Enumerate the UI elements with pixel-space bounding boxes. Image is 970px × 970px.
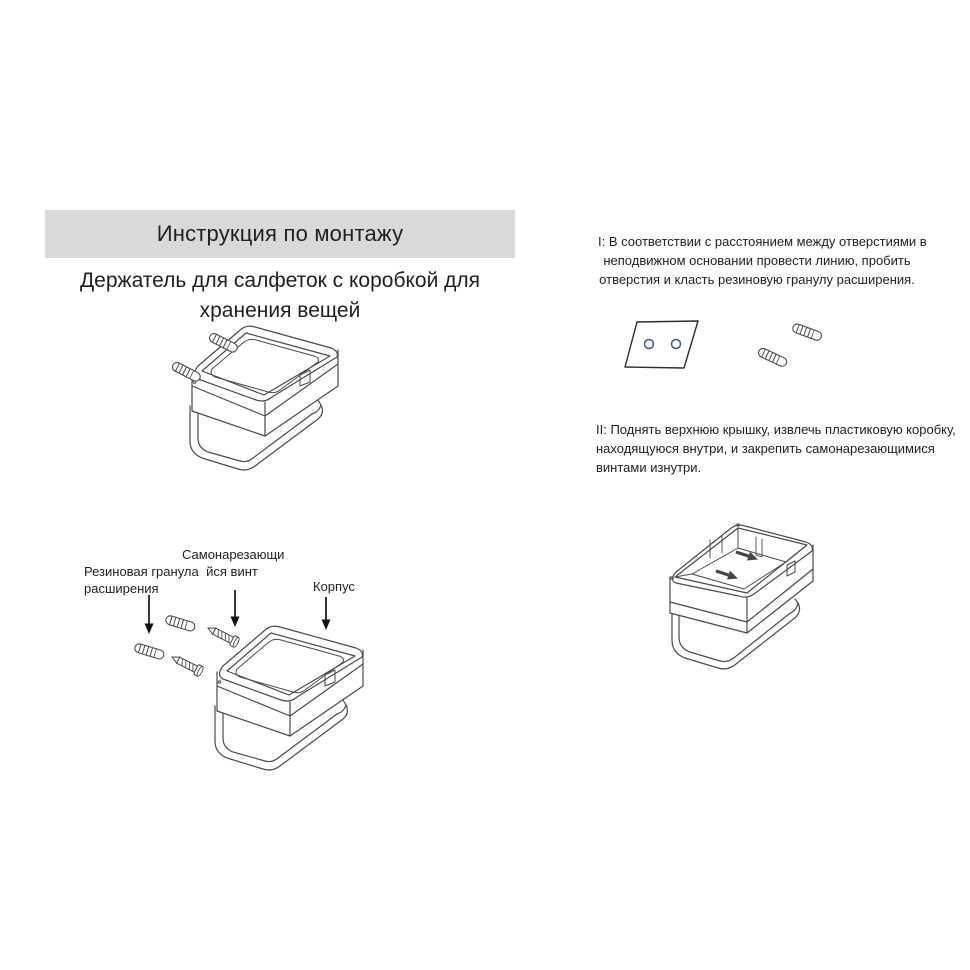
header-bar [45,210,515,258]
self-tapping-screw-icon [170,652,205,677]
wall-anchor-icon [165,615,196,632]
product-title [45,266,515,326]
arrow-head-icon [231,617,240,628]
open-box-drawing [640,510,890,710]
label-screw-line1: Самонарезающи [182,547,285,562]
step-1-line2: неподвижном основании провести линию, пробить [603,253,911,269]
product-title-line1: Держатель для салфеток с коробкой для [79,269,481,292]
step-2-line3: винтами изнутри. [596,460,702,476]
product-title-line2: хранения вещей [199,298,361,322]
mounting-plate-drawing [618,312,718,377]
label-self-tapping-screw [182,547,285,580]
step-1-line1: I: В соответствии с расстоянием между отверстиями в [598,234,927,249]
pointer-arrows [145,590,331,634]
expansion-plugs-drawing [750,315,845,375]
label-body-text: Корпус [313,579,355,594]
wall-anchor-icon [757,347,788,368]
label-rubber-plug-line2: расширения [84,580,159,596]
step-2-text [596,420,956,477]
step-2-line2: находящуюся внутри, и закрепить самонарезающимися [596,441,935,457]
label-screw-line2: йся винт [206,563,258,579]
step-2-line1: II: Поднять верхнюю крышку, извлечь пластиковую коробку, [596,422,956,437]
arrow-head-icon [145,624,154,635]
exploded-assembly-drawing [100,585,600,800]
label-rubber-plug-line1: Резиновая гранула [84,564,199,579]
page-title: Инструкция по монтажу [156,221,404,246]
holder-body-icon [215,625,363,770]
step-1-line3: отверстия и класть резиновую гранулу расширения. [599,272,915,288]
arrow-head-icon [322,620,331,631]
wall-anchor-icon [791,323,822,342]
step-1-text [598,232,927,289]
product-overview-drawing [150,320,440,515]
wall-anchor-icon [134,643,165,660]
